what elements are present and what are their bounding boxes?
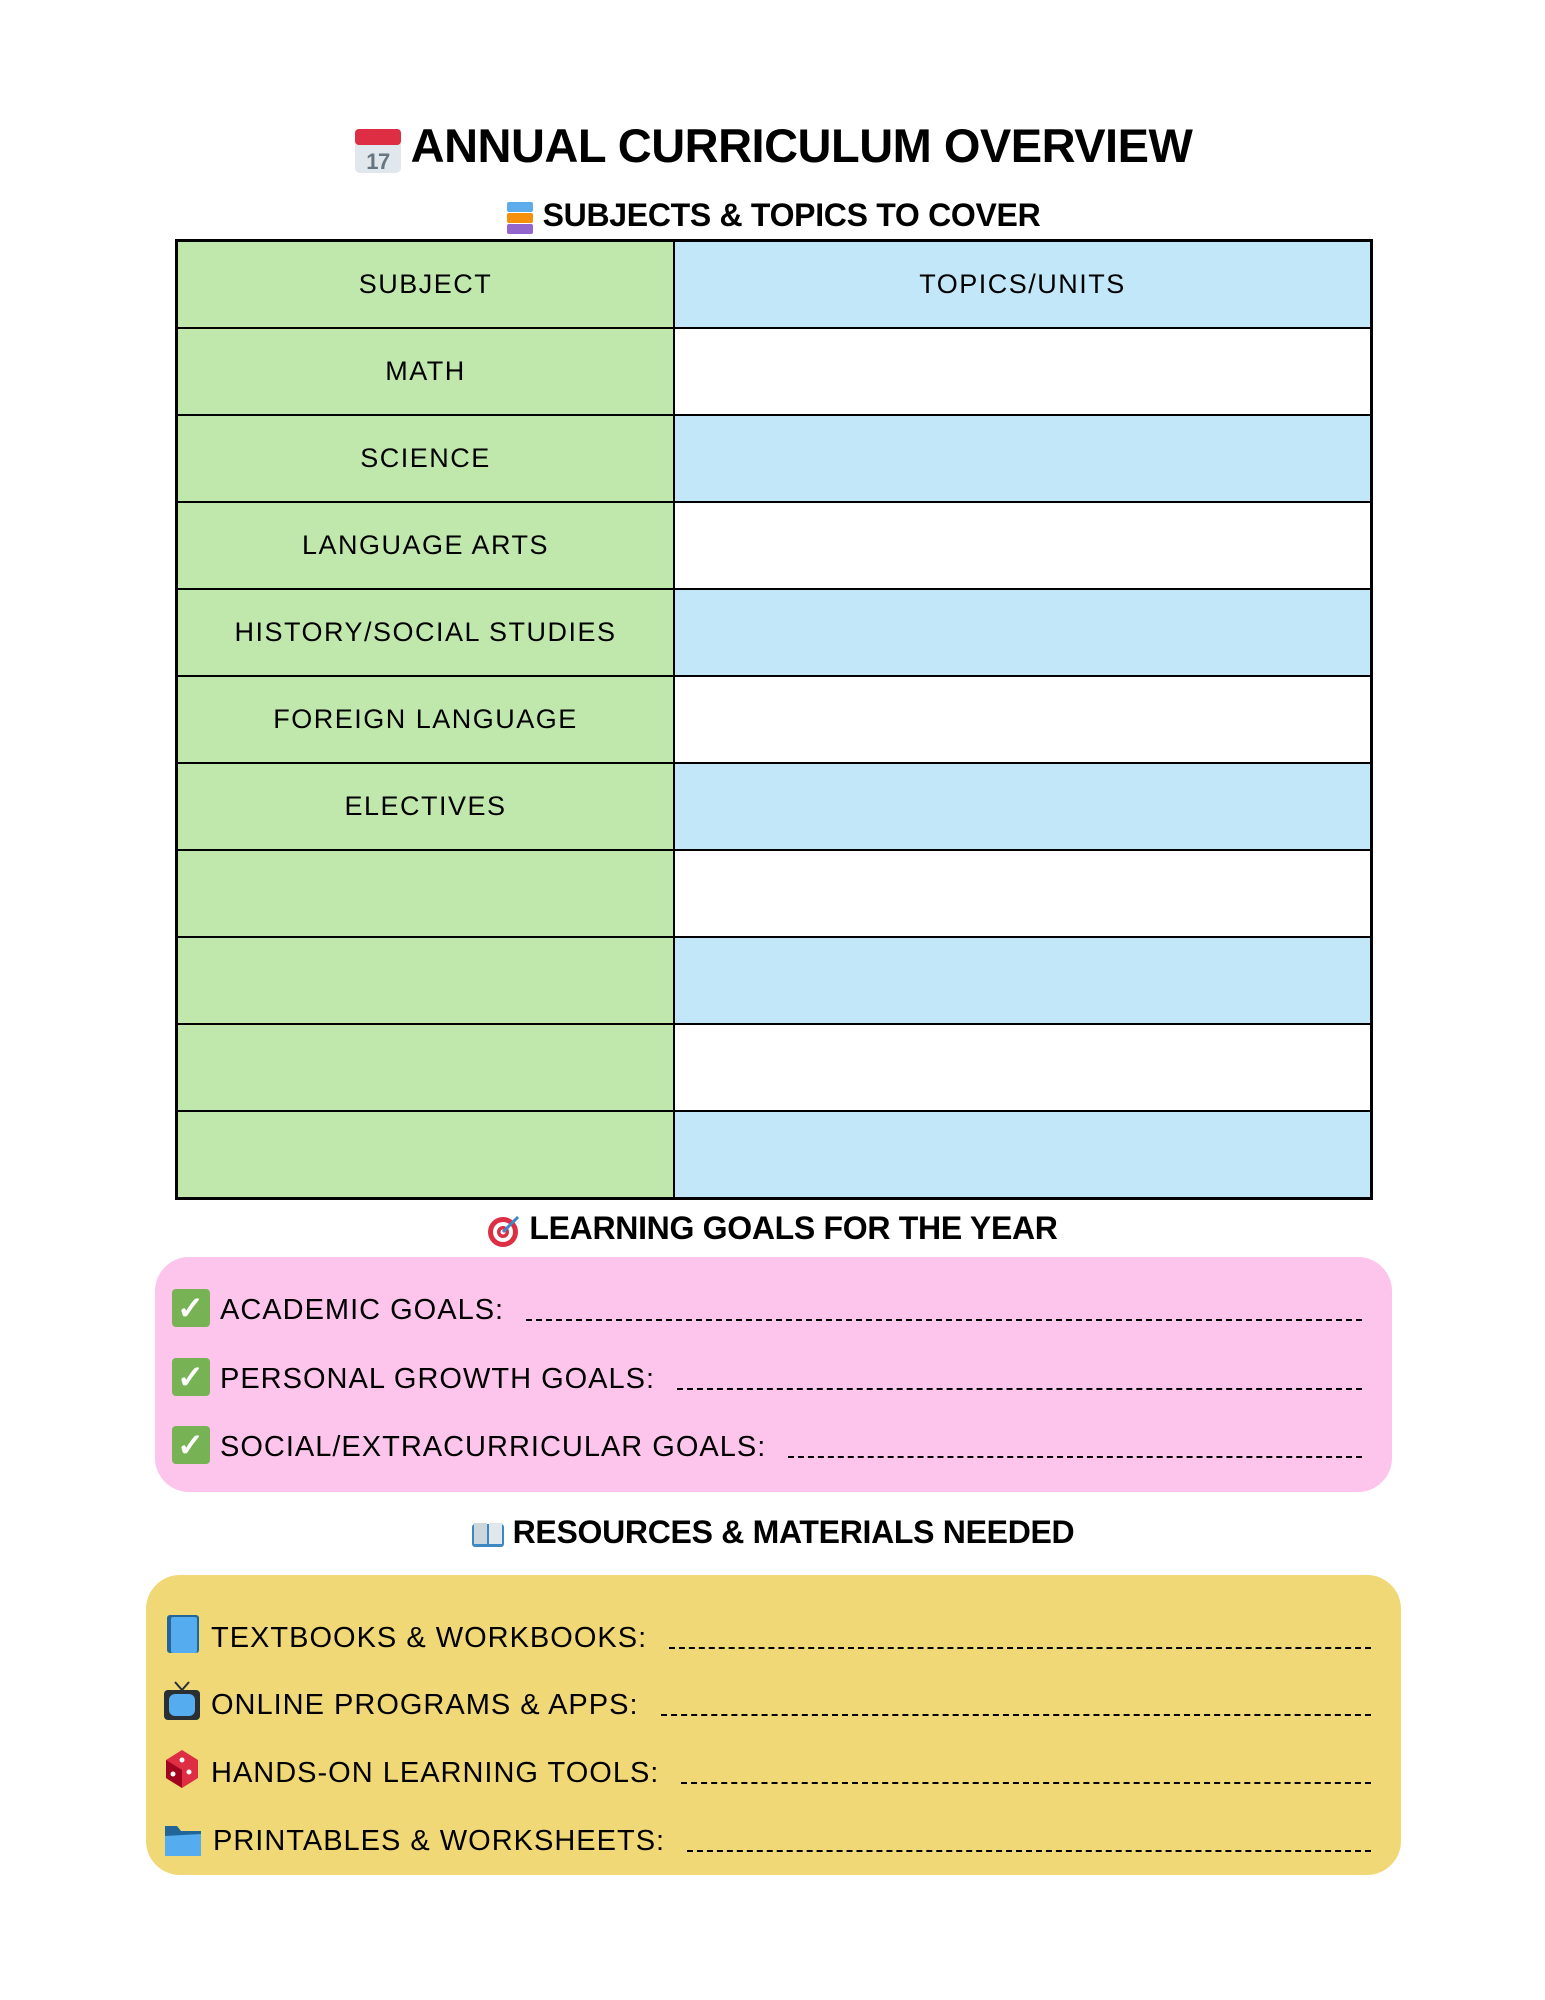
topics-cell[interactable] [674, 937, 1372, 1024]
table-row [177, 1024, 1372, 1111]
checkmark-icon: ✓ [172, 1426, 210, 1464]
table-row [177, 937, 1372, 1024]
goals-box [155, 1257, 1392, 1492]
subject-cell[interactable] [177, 937, 675, 1024]
topics-cell[interactable] [674, 676, 1372, 763]
topics-cell[interactable] [674, 1024, 1372, 1111]
resource-hands-on[interactable]: HANDS-ON LEARNING TOOLS: [163, 1748, 1371, 1790]
television-icon [163, 1680, 201, 1722]
books-icon [505, 201, 535, 235]
fill-in-line[interactable] [788, 1456, 1362, 1458]
goal-personal[interactable]: ✓ PERSONAL GROWTH GOALS: [172, 1354, 1362, 1396]
table-row [177, 415, 1372, 502]
open-book-icon [471, 1521, 505, 1549]
subjects-table [175, 239, 1373, 1200]
target-icon [487, 1214, 521, 1248]
subject-cell[interactable] [177, 1024, 675, 1111]
resource-online[interactable]: ONLINE PROGRAMS & APPS: [163, 1680, 1371, 1722]
table-row [177, 502, 1372, 589]
dice-icon [163, 1748, 201, 1790]
folder-icon [163, 1822, 203, 1858]
fill-in-line[interactable] [526, 1319, 1362, 1321]
fill-in-line[interactable] [681, 1782, 1371, 1784]
fill-in-line[interactable] [669, 1647, 1371, 1649]
table-row [177, 763, 1372, 850]
blue-book-icon [163, 1613, 201, 1655]
resource-textbooks[interactable]: TEXTBOOKS & WORKBOOKS: [163, 1613, 1371, 1655]
svg-text:17: 17 [365, 148, 390, 174]
checkmark-icon: ✓ [172, 1358, 210, 1396]
goal-academic[interactable]: ✓ ACADEMIC GOALS: [172, 1285, 1362, 1327]
fill-in-line[interactable] [661, 1714, 1372, 1716]
subject-cell[interactable]: FOREIGN LANGUAGE [177, 676, 675, 763]
subject-cell[interactable]: HISTORY/SOCIAL STUDIES [177, 589, 675, 676]
table-row [177, 328, 1372, 415]
table-row [177, 676, 1372, 763]
subject-cell[interactable] [177, 1111, 675, 1199]
subject-cell[interactable]: SCIENCE [177, 415, 675, 502]
table-row [177, 1111, 1372, 1199]
topics-cell[interactable] [674, 589, 1372, 676]
subject-header: SUBJECT [177, 241, 675, 329]
resources-box [146, 1575, 1401, 1875]
topics-cell[interactable] [674, 328, 1372, 415]
checkmark-icon: ✓ [172, 1289, 210, 1327]
calendar-icon [353, 125, 403, 175]
topics-cell[interactable] [674, 763, 1372, 850]
topics-header: TOPICS/UNITS [674, 241, 1372, 329]
topics-cell[interactable] [674, 1111, 1372, 1199]
goal-social[interactable]: ✓ SOCIAL/EXTRACURRICULAR GOALS: [172, 1422, 1362, 1464]
table-row [177, 589, 1372, 676]
topics-cell[interactable] [674, 415, 1372, 502]
subject-cell[interactable]: ELECTIVES [177, 763, 675, 850]
resources-heading: RESOURCES & MATERIALS NEEDED [0, 1514, 1545, 1551]
topics-cell[interactable] [674, 502, 1372, 589]
table-row [177, 850, 1372, 937]
subjects-heading: SUBJECTS & TOPICS TO COVER [0, 197, 1545, 235]
subject-cell[interactable]: MATH [177, 328, 675, 415]
subject-cell[interactable]: LANGUAGE ARTS [177, 502, 675, 589]
fill-in-line[interactable] [687, 1850, 1371, 1852]
page-title: 17 ANNUAL CURRICULUM OVERVIEW [0, 118, 1545, 175]
fill-in-line[interactable] [677, 1388, 1362, 1390]
goals-heading: LEARNING GOALS FOR THE YEAR [0, 1210, 1545, 1248]
topics-cell[interactable] [674, 850, 1372, 937]
subject-cell[interactable] [177, 850, 675, 937]
table-header-row [177, 241, 1372, 329]
resource-printables[interactable]: PRINTABLES & WORKSHEETS: [163, 1816, 1371, 1858]
